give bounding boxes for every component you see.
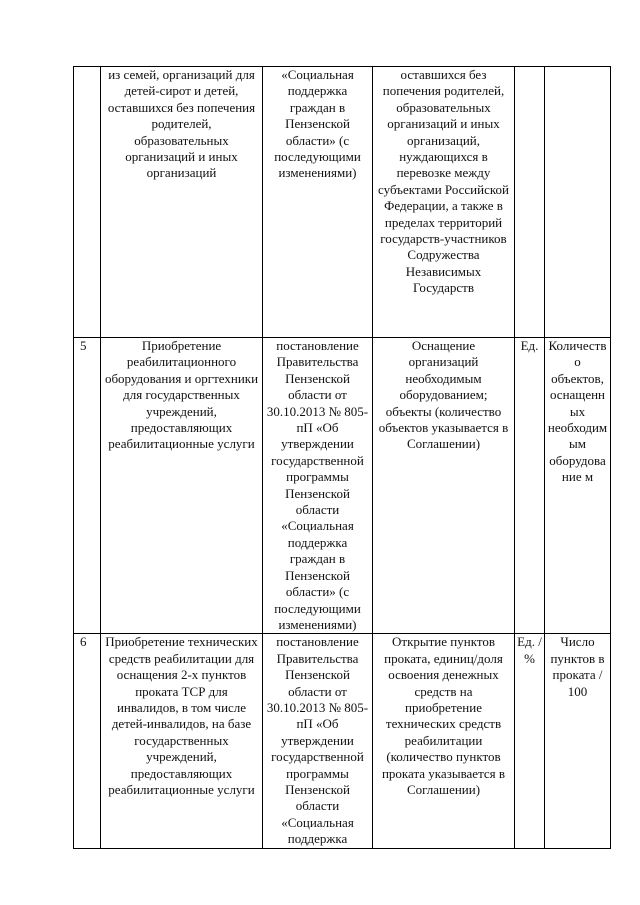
unit-of-measure [515, 67, 545, 338]
row-number [74, 67, 101, 338]
table-row [74, 338, 611, 634]
legal-basis: постановление Правительства Пензенской области от 30.10.2013 № 805-пП «Об утверждении государственной программы Пензенской области «Социальная поддержка граждан в Пензенской области» (с последующими изменениями) [263, 338, 373, 634]
expected-result: Оснащение организаций необходимым оборудованием; объекты (количество объектов указывается в Соглашении) [373, 338, 515, 634]
indicator: Число пунктов в проката / 100 [545, 634, 611, 848]
program-measures-table [73, 66, 611, 849]
expected-result: оставшихся без попечения родителей, образовательных организаций и иных организаций, нуждающихся в перевозке между субъектами Российской Федерации, а также в пределах территорий государств-участников Содружества Независимых Государств [373, 67, 515, 338]
measure-name: Приобретение технических средств реабилитации для оснащения 2-х пунктов проката ТСР для инвалидов, в том числе детей-инвалидов, на базе государственных учреждений, предоставляющих реабилитационные услуги [101, 634, 263, 848]
measure-name: из семей, организаций для детей-сирот и детей, оставшихся без попечения родителей, образовательных организаций и иных организаций [101, 67, 263, 338]
row-number: 6 [74, 634, 101, 848]
indicator: Количество объектов, оснащенных необходимым оборудование м [545, 338, 611, 634]
table-row [74, 634, 611, 848]
legal-basis: постановление Правительства Пензенской области от 30.10.2013 № 805-пП «Об утверждении государственной программы Пензенской области «Социальная поддержка [263, 634, 373, 848]
indicator [545, 67, 611, 338]
unit-of-measure: Ед. / % [515, 634, 545, 848]
row-number: 5 [74, 338, 101, 634]
measure-name: Приобретение реабилитационного оборудования и оргтехники для государственных учреждений, предоставляющих реабилитационные услуги [101, 338, 263, 634]
expected-result: Открытие пунктов проката, единиц/доля освоения денежных средств на приобретение технических средств реабилитации (количество пунктов проката указывается в Соглашении) [373, 634, 515, 848]
legal-basis: «Социальная поддержка граждан в Пензенской области» (с последующими изменениями) [263, 67, 373, 338]
table-row [74, 67, 611, 338]
unit-of-measure: Ед. [515, 338, 545, 634]
